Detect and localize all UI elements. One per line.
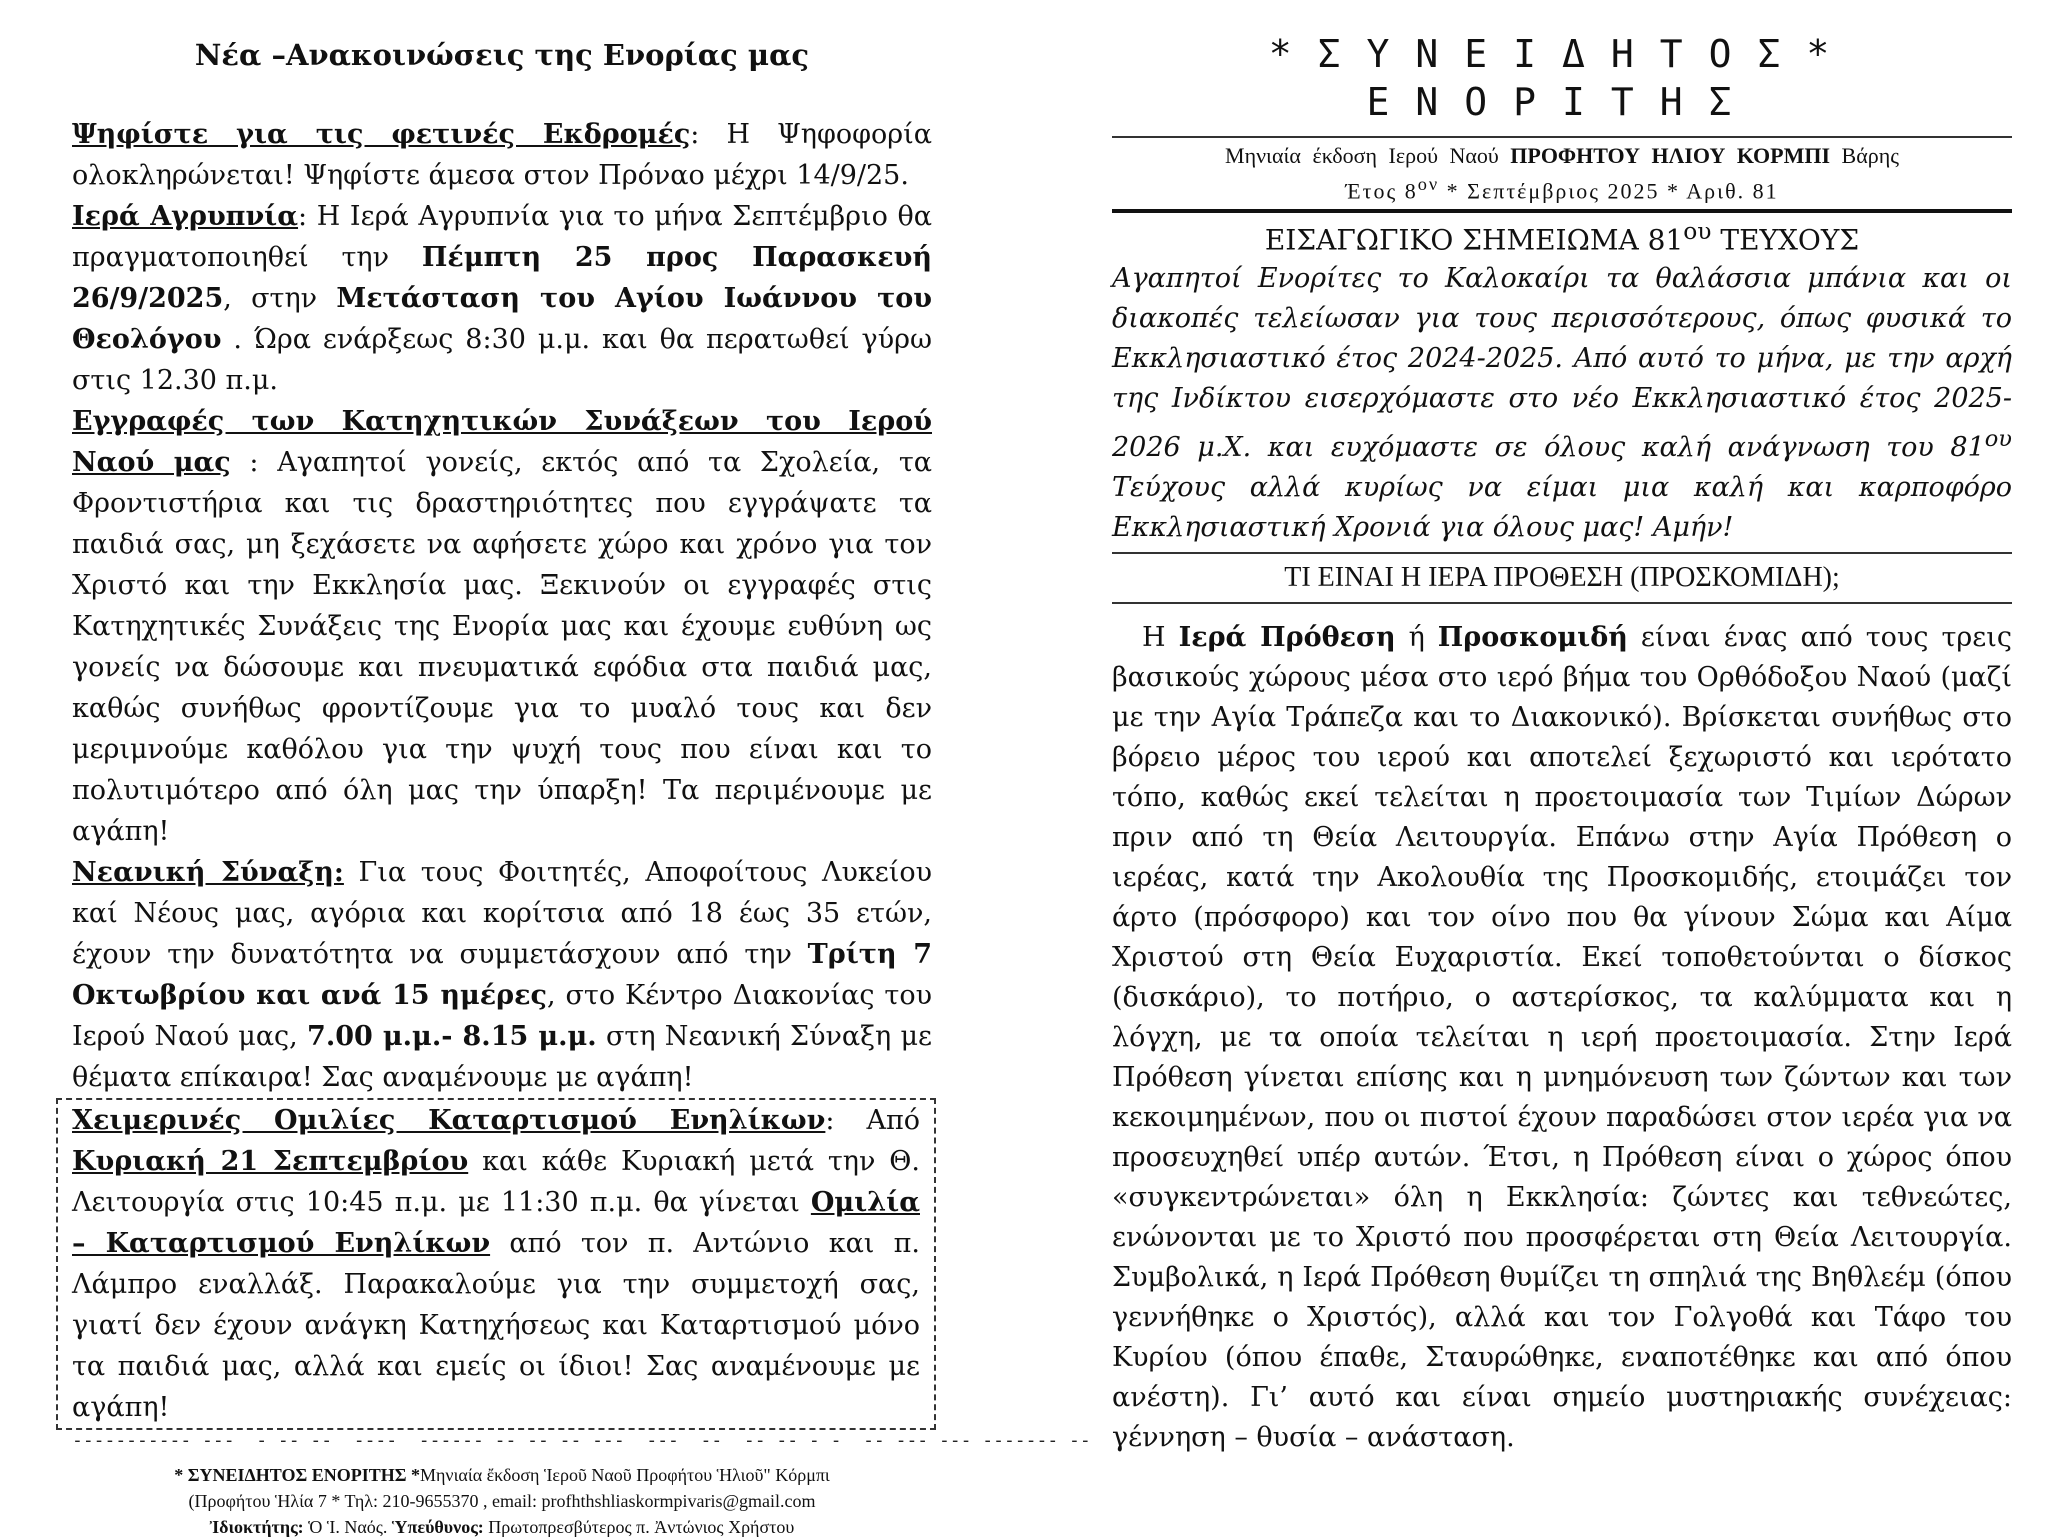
footer-owner-label: Ἰδιοκτήτης:: [209, 1517, 304, 1537]
paragraph-text: από τον π. Αντώνιο και π. Λάμπρο εναλλάξ. Παρακαλούμε για την συμμετοχή σας, γιατί δεν έχουν ανάγκη Κατηχήσεως και Καταρτισμού μόνο τα παιδιά μας, αλλά και εμείς οι ίδιοι! Σας αναμένουμε με αγάπη!: [72, 1228, 920, 1423]
footer-owner: Ὁ Ἱ. Ναός.: [303, 1517, 392, 1537]
paragraph-text: , στην: [223, 283, 337, 314]
header-rule: [1112, 209, 2012, 213]
paragraph-heading: Ψηφίστε για τις φετινές Εκδρομές: [72, 119, 691, 150]
emphasis-text: Πέμπτη 25 προς Παρασκευή 26/9/2025: [72, 242, 932, 314]
paragraph-text: και κάθε Κυριακή μετά την Θ. Λειτουργία στις 10:45 π.μ. με 11:30 π.μ. θα γίνεται: [72, 1146, 920, 1218]
intro-heading-text-2: ΤΕΥΧΟΥΣ: [1711, 223, 1860, 257]
masthead-subtitle: ΕΝΟΡΙΤΗΣ: [1366, 80, 1758, 124]
paragraph-heading: Νεανική Σύναξη:: [72, 857, 344, 888]
footer-line-1: [72, 1462, 932, 1488]
masthead-rule: [1112, 136, 2012, 138]
emphasis-text: Ομιλία – Καταρτισμού Ενηλίκων: [72, 1187, 920, 1259]
footer-line-3: [72, 1514, 932, 1540]
publication-info: [1112, 142, 2012, 170]
article-body: [1112, 618, 2012, 1458]
emphasis-text: Τρίτη 7 Οκτωβρίου και ανά 15 ημέρες: [72, 939, 932, 1011]
article-text: είναι ένας από τους τρεις βασικούς χώρους μέσα στο ιερό βήμα του Ορθόδοξου Ναού (μαζί με την Αγία Τράπεζα και το Διακονικό). Βρίσκεται συνήθως στο βόρειο μέρος του ιερού και αποτελεί ξεχωριστό και ιερότατο τόπο, καθώς εκεί τελείται η προετοιμασία των Τιμίων Δώρων πριν από τη Θεία Λειτουργία. Επάνω στην Αγία Πρόθεση ο ιερέας, κατά την Ακολουθία της Προσκομιδής, ετοιμάζει τον άρτο (πρόσφορο) και τον οίνο που θα γίνουν Σώμα και Αίμα Χριστού στη Θεία Ευχαριστία. Εκεί τοποθετούνται ο δίσκος (δισκάριο), το ποτήριο, ο αστερίσκος, τα καλύμματα και η λόγχη, με τα οποία τελείται η ιερή προετοιμασία. Στην Ιερά Πρόθεση γίνεται επίσης και η μνημόνευση των ζώντων και των κεκοιμημένων, που οι πιστοί έχουν παραδώσει στον ιερέα για να προσευχηθεί υπέρ αυτών. Έτσι, η Πρόθεση είναι ο χώρος όπου «συγκεντρώνεται» όλη η Εκκλησία: ζώντες και τεθνεώτες, ενώνονται με το Χριστό που προσφέρεται στη Θεία Λειτουργία. Συμβολικά, η Ιερά Πρόθεση θυμίζει τη σπηλιά της Βηθλεέμ (όπου γεννήθηκε ο Χριστός), αλλά και τον Γολγοθά και Τάφο του Κυρίου (όπου έπαθε, Σταυρώθηκε, εναποτέθηκε και από όπου ανέστη). Γι’ αυτό και είναι σημείο μυστηριακής συνέχειας: γέννηση – θυσία – ανάσταση.: [1112, 621, 2012, 1453]
paragraph-catechism-registration: [72, 401, 932, 852]
paragraph-adult-talks: [72, 1100, 920, 1428]
paragraph-heading: Εγγραφές των Κατηχητικών Συνάξεων του Ιερού Ναού μας: [72, 406, 932, 478]
section-heading: ΤΙ ΕΙΝΑΙ Η ΙΕΡΑ ΠΡΟΘΕΣΗ (ΠΡΟΣΚΟΜΙΔΗ);: [1284, 561, 1840, 593]
footer-contact: (Προφήτου Ἡλία 7 * Τηλ: 210-9655370 , email: profhthshliaskormpivaris@gmail.com: [188, 1491, 816, 1511]
intro-paragraph: [1112, 259, 2012, 548]
intro-heading-text: ΕΙΣΑΓΩΓΙΚΟ ΣΗΜΕΙΩΜΑ 81: [1264, 223, 1684, 257]
intro-suffix: ου: [1984, 425, 2012, 452]
paragraph-text: στη Νεανική Σύναξη με θέματα επίκαιρα! Σας αναμένουμε με αγάπη!: [72, 1021, 932, 1093]
article-emphasis: Ιερά Πρόθεση: [1178, 621, 1396, 653]
paragraph-text: : Αγαπητοί γονείς, εκτός από τα Σχολεία, τα Φροντιστήρια και τις δραστηριότητες που εγγράψατε τα παιδιά σας, μη ξεχάσετε να αφήσετε χώρο και χρόνο για τον Χριστό και την Εκκλησία μας. Ξεκινούν οι εγγραφές στις Κατηχητικές Συνάξεις της Ενορία μας και έχουμε ευθύνη ως γονείς να δώσουμε και πνευματικά εφόδια στα παιδιά μας, καθώς συνήθως φροντίζουμε για το μυαλό τους και δεν μεριμνούμε καθόλου για την ψυχή τους που είναι και το πολυτιμότερο από όλη μας την ύπαρξη! Τα περιμένουμε με αγάπη!: [72, 447, 932, 847]
publication-desc: Μηνιαία έκδοση Ιερού Ναού: [1225, 143, 1499, 168]
footer-publication-desc: Μηνιαία ἔκδοση Ἱεροῦ Ναοῦ Προφήτου Ἡλιοῦ" Κόρμπι: [420, 1465, 830, 1485]
paragraph-text: : Η Ιερά Αγρυπνία για το μήνα Σεπτέμβριο θα πραγματοποιηθεί την: [72, 201, 932, 273]
location: Βάρης: [1841, 143, 1899, 168]
paragraph-vigil: [72, 196, 932, 401]
paragraph-youth-gathering: [72, 852, 932, 1098]
section-rule-top: [1112, 552, 2012, 554]
adult-talks-box: [56, 1098, 936, 1430]
footer: [72, 1462, 932, 1540]
page-title: Νέα –Ανακοινώσεις της Ενορίας μας: [194, 38, 810, 72]
issue-date-number: * Σεπτέμβριος 2025 * Αριθ. 81: [1439, 178, 1779, 204]
paragraph-text: : Από: [825, 1105, 921, 1136]
issue-info: [1112, 170, 2012, 205]
article-emphasis: Προσκομιδή: [1437, 621, 1628, 653]
paragraph-excursions-vote: [72, 114, 932, 196]
masthead-title: *ΣΥΝΕΙΔΗΤΟΣ*: [1268, 32, 1856, 76]
issue-year: Έτος 8: [1345, 178, 1418, 204]
issue-year-suffix: ον: [1417, 174, 1440, 194]
emphasis-text: 7.00 μ.μ.- 8.15 μ.μ.: [307, 1021, 597, 1052]
paragraph-text: Για τους Φοιτητές, Αποφοίτους Λυκείου καί Νέους μας, αγόρια και κορίτσια από 18 έως 35 ετών, έχουν την δυνατότητα να συμμετάσχουν από την: [72, 857, 932, 970]
church-name: ΠΡΟΦΗΤΟΥ ΗΛΙΟΥ ΚΟΡΜΠΙ: [1510, 143, 1831, 168]
paragraph-heading: Χειμερινές Ομιλίες Καταρτισμού Ενηλίκων: [72, 1105, 826, 1136]
footer-responsible-label: Ὑπεύθυνος:: [391, 1517, 484, 1537]
footer-publication-name: * ΣΥΝΕΙΔΗΤΟΣ ΕΝΟΡΙΤΗΣ *: [174, 1465, 421, 1485]
paragraph-text: , στο Κέντρο Διακονίας του Ιερού Ναού μας,: [72, 980, 932, 1052]
intro-text-2: Τεύχους αλλά κυρίως να είμαι μια καλή και καρποφόρο Εκκλησιαστική Χρονιά για όλους μας! Αμήν!: [1112, 471, 2012, 543]
intro-heading: [1112, 217, 2012, 256]
article-text: ή: [1395, 621, 1438, 653]
paragraph-text: . Ώρα ενάρξεως 8:30 μ.μ. και θα περατωθεί γύρω στις 12.30 π.μ.: [72, 324, 932, 396]
article-text: Η: [1142, 621, 1179, 653]
footer-responsible: Πρωτοπρεσβύτερος π. Ἀντώνιος Χρήστου: [483, 1517, 795, 1537]
dashed-divider: ----------- --- - -- -- ---- ------ -- -- -- --- --- -- -- -- - - -- --- --- ------- --: [72, 1430, 1091, 1451]
intro-text: Αγαπητοί Ενορίτες το Καλοκαίρι τα θαλάσσια μπάνια και οι διακοπές τελείωσαν για τους περισσότερους, όπως φυσικά το Εκκλησιαστικό έτος 2024-2025. Από αυτό το μήνα, με την αρχή της Ινδίκτου εισερχόμαστε στο νέο Εκκλησιαστικό έτος 2025-2026 μ.Χ. και ευχόμαστε σε όλους καλή ανάγνωση του 81: [1112, 262, 2012, 463]
emphasis-text: Κυριακή 21 Σεπτεμβρίου: [72, 1146, 469, 1177]
left-page: [72, 30, 1091, 1540]
section-rule-bottom: [1112, 602, 2012, 604]
paragraph-heading: Ιερά Αγρυπνία: [72, 201, 299, 232]
paragraph-text: : Η Ψηφοφορία ολοκληρώνεται! Ψηφίστε άμεσα στον Πρόναο μέχρι 14/9/25.: [72, 119, 932, 191]
intro-heading-suffix: ου: [1683, 217, 1712, 246]
emphasis-text: Μετάσταση του Αγίου Ιωάννου του Θεολόγου: [72, 283, 932, 355]
right-page: [1112, 30, 2012, 1458]
